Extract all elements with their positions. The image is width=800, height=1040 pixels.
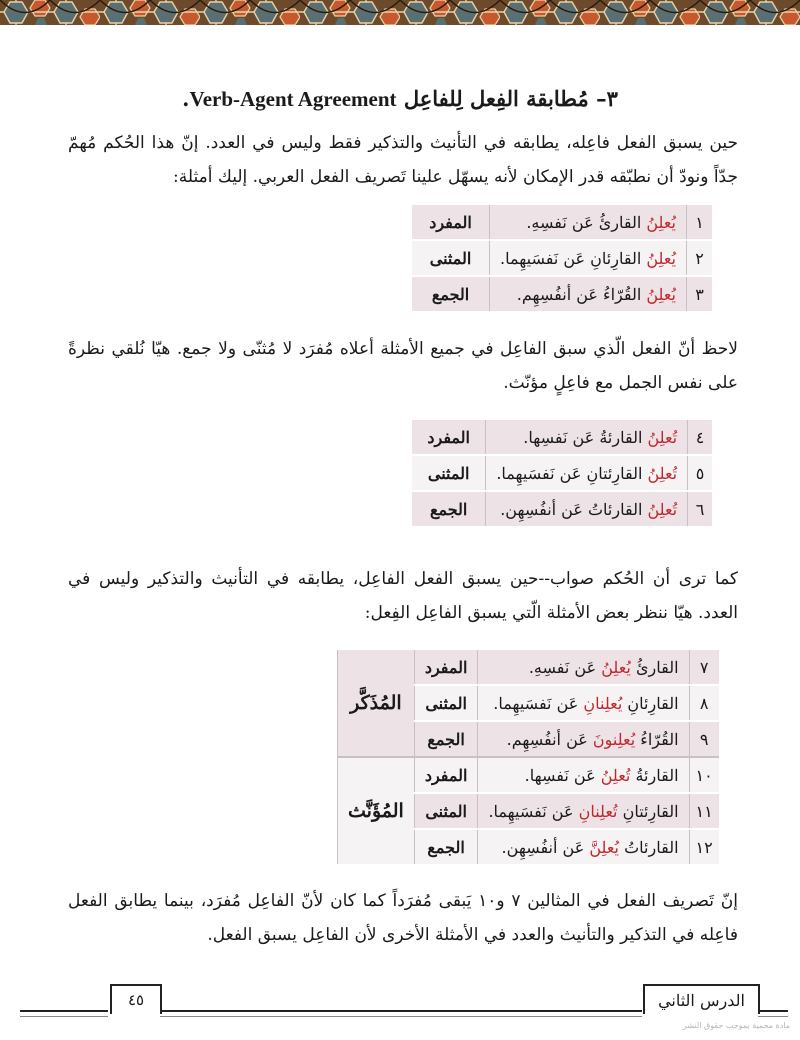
- footer-rule: [758, 1010, 788, 1017]
- section-dash: –: [596, 86, 607, 111]
- example-number: ٧: [689, 650, 719, 685]
- number-label: الجمع: [414, 829, 478, 864]
- intro-paragraph: حين يسبق الفعل فاعِله، يطابقه في التأنيث والتذكير فقط وليس في العدد. إنّ هذا الحُكم مُهمّ جدّاً ونودّ أن نطبّقه قدر الإمكان لأنه يسهّل علينا تَصريف الفعل العربي. إليك أمثلة:: [68, 133, 738, 187]
- section-title: [0, 86, 800, 112]
- table-row: [338, 757, 719, 793]
- number-label: المفرد: [414, 650, 478, 685]
- lesson-title: الدرس الثاني: [643, 984, 760, 1014]
- gender-label-masculine: المُذَكَّر: [338, 650, 415, 757]
- footer-rule: [20, 1010, 108, 1017]
- section-title-arabic: مُطابقة الفِعل لِلفاعِل: [403, 86, 589, 111]
- table-row: [412, 205, 712, 240]
- number-label: الجمع: [414, 721, 478, 757]
- table-row: [412, 420, 712, 455]
- example-sentence: يُعلِنُ القارئُ عَن نَفسِهِ.: [490, 205, 687, 240]
- example-sentence: القارِئتانِ تُعلِنانِ عَن نَفسَيهِما.: [478, 793, 689, 829]
- example-sentence: القارئاتُ يُعلِنَّ عَن أنفُسِهِن.: [478, 829, 689, 864]
- example-sentence: القُرّاءُ يُعلِنونَ عَن أنفُسِهِم.: [478, 721, 689, 757]
- number-label: المثنى: [414, 685, 478, 721]
- number-label: الجمع: [412, 276, 490, 311]
- page-number: ٤٥: [110, 984, 162, 1014]
- verb-highlight: تُعلِنُ: [647, 499, 678, 519]
- example-number: ٥: [688, 455, 712, 491]
- copyright-notice: مادة محمية بموجب حقوق النشر: [682, 1021, 790, 1030]
- verb-highlight: يُعلِنانِ: [583, 693, 623, 713]
- example-number: ٣: [687, 276, 712, 311]
- footer-rule: [160, 1010, 642, 1017]
- number-label: المفرد: [412, 420, 486, 455]
- conclusion-paragraph: إنّ تَصريف الفعل في المثالين ٧ و١٠ يَبقى مُفرَداً كما كان لأنّ الفاعِل مُفرَد، بينما يطابق الفعل فاعِله في التذكير والتأنيث والعدد في الأمثلة الأخرى لأن الفاعِل يسبق الفعل.: [68, 891, 738, 945]
- example-number: ١: [687, 205, 712, 240]
- verb-highlight: يُعلِنُ: [646, 212, 677, 232]
- verb-highlight: تُعلِنُ: [647, 463, 678, 483]
- section-number: ٣: [606, 86, 618, 111]
- example-sentence: يُعلِنُ القُرّاءُ عَن أنفُسِهِم.: [490, 276, 687, 311]
- verb-highlight: تُعلِنُ: [600, 765, 631, 785]
- example-sentence: القارئُ يُعلِنُ عَن نَفسِهِ.: [478, 650, 689, 685]
- example-sentence: القارِئانِ يُعلِنانِ عَن نَفسَيهِما.: [478, 685, 689, 721]
- examples-table-agent-before-verb: [337, 650, 719, 864]
- example-number: ٨: [689, 685, 719, 721]
- example-number: ٤: [688, 420, 712, 455]
- rule-paragraph: كما ترى أن الحُكم صواب--حين يسبق الفعل الفاعِل، يطابقه في التأنيث والتذكير وليس في العدد. هيّا ننظر بعض الأمثلة الّتي يسبق الفاعِل الفِعل:: [68, 569, 738, 623]
- table-row: [338, 650, 719, 685]
- table-row: [412, 455, 712, 491]
- verb-highlight: يُعلِنُ: [646, 284, 677, 304]
- section-title-english: Verb-Agent Agreement: [189, 87, 397, 111]
- example-number: ٦: [688, 491, 712, 526]
- examples-table-feminine-agent: [412, 420, 712, 526]
- geometric-pattern-icon: [0, 0, 800, 25]
- verb-highlight: تُعلِنُ: [647, 427, 678, 447]
- table-row: [412, 276, 712, 311]
- example-number: ٢: [687, 240, 712, 276]
- example-sentence: تُعلِنُ القارئاتُ عَن أنفُسِهِن.: [486, 491, 688, 526]
- number-label: المثنى: [414, 793, 478, 829]
- number-label: المفرد: [414, 757, 478, 793]
- number-label: المفرد: [412, 205, 490, 240]
- example-number: ١١: [689, 793, 719, 829]
- example-number: ٩: [689, 721, 719, 757]
- verb-highlight: يُعلِنَّ: [589, 837, 620, 857]
- example-sentence: تُعلِنُ القارِئتانِ عَن نَفسَيهِما.: [486, 455, 688, 491]
- example-number: ١٠: [689, 757, 719, 793]
- section-title-period: .: [182, 86, 190, 111]
- examples-table-masculine-agent: [412, 205, 712, 311]
- verb-highlight: يُعلِنُ: [601, 657, 631, 677]
- number-label: المثنى: [412, 240, 490, 276]
- decorative-header-banner: [0, 0, 800, 25]
- example-sentence: يُعلِنُ القارِئانِ عَن نَفسَيهِما.: [490, 240, 687, 276]
- number-label: الجمع: [412, 491, 486, 526]
- observation-paragraph: لاحظ أنّ الفعل الّذي سبق الفاعِل في جميع الأمثلة أعلاه مُفرَد لا مُثنّى ولا جمع. هيّا نُلقي نظرةً على نفس الجمل مع فاعِلٍ مؤنّث.: [68, 339, 738, 393]
- number-label: المثنى: [412, 455, 486, 491]
- verb-highlight: يُعلِنونَ: [592, 729, 636, 749]
- example-sentence: تُعلِنُ القارئةُ عَن نَفسِها.: [486, 420, 688, 455]
- table-row: [412, 240, 712, 276]
- gender-label-feminine: المُؤَنَّث: [338, 757, 415, 864]
- example-sentence: القارئةُ تُعلِنُ عَن نَفسِها.: [478, 757, 689, 793]
- verb-highlight: يُعلِنُ: [646, 248, 677, 268]
- table-row: [412, 491, 712, 526]
- verb-highlight: تُعلِنانِ: [578, 801, 618, 821]
- example-number: ١٢: [689, 829, 719, 864]
